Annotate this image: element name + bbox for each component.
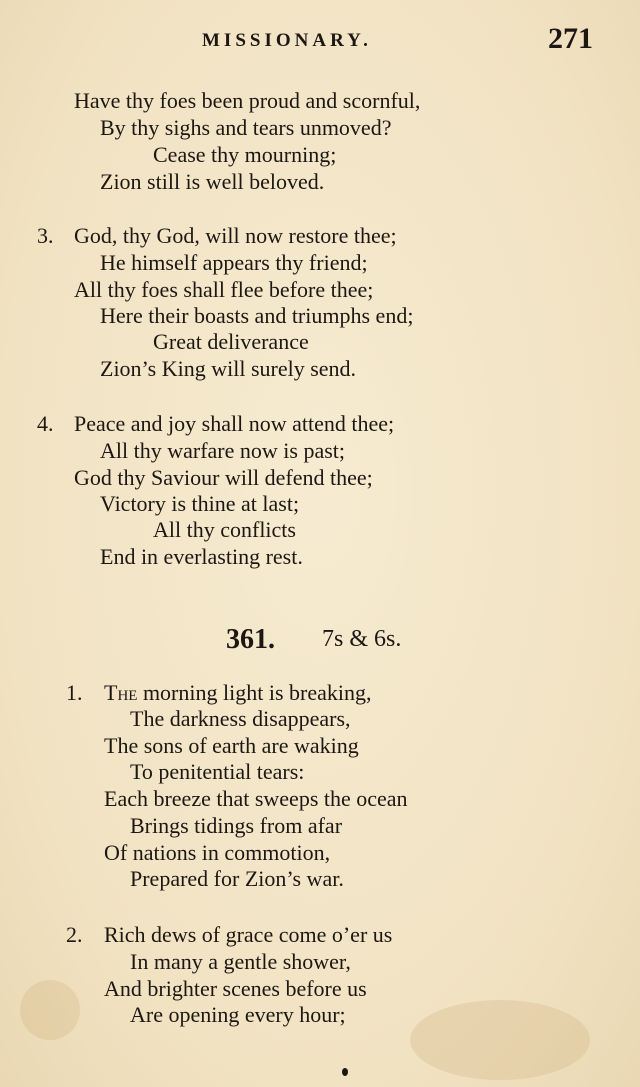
verse-line: Each breeze that sweeps the ocean [104, 786, 408, 811]
verse-line: Prepared for Zion’s war. [130, 866, 344, 891]
verse-line: End in everlasting rest. [100, 544, 303, 569]
stanza-number: 2. [66, 922, 83, 947]
hymn-meter: 7s & 6s. [322, 626, 402, 652]
hymn-number: 361. [226, 624, 275, 655]
stanza-number: 3. [37, 223, 54, 248]
verse-line: In many a gentle shower, [130, 949, 351, 974]
verse-line: Brings tidings from afar [130, 813, 343, 838]
verse-line: He himself appears thy friend; [100, 250, 368, 275]
verse-line: Cease thy mourning; [153, 142, 337, 167]
first-line-rest: morning light is breaking, [137, 680, 372, 705]
verse-line: Peace and joy shall now attend thee; [74, 411, 395, 436]
first-word: The [104, 680, 138, 705]
paper-stain [410, 1000, 590, 1080]
stanza-number: 4. [37, 411, 54, 436]
verse-line: God thy Saviour will defend thee; [74, 465, 373, 490]
verse-line: All thy conflicts [153, 517, 296, 542]
verse-line: Zion’s King will surely send. [100, 356, 357, 381]
verse-line: The sons of earth are waking [104, 733, 359, 758]
running-header: MISSIONARY. [202, 30, 372, 51]
ink-mark [342, 1068, 348, 1076]
verse-line: By thy sighs and tears unmoved? [100, 115, 392, 140]
verse-line-first [104, 680, 371, 706]
verse-line: The darkness disappears, [130, 706, 351, 731]
verse-line: Victory is thine at last; [100, 491, 300, 516]
paper-stain [20, 980, 80, 1040]
verse-line: To penitential tears: [130, 759, 305, 784]
verse-line: God, thy God, will now restore thee; [74, 223, 397, 248]
verse-line: Zion still is well beloved. [100, 169, 325, 194]
verse-line: And brighter scenes before us [104, 976, 367, 1001]
verse-line: All thy warfare now is past; [100, 438, 345, 463]
stanza-number: 1. [66, 680, 83, 705]
verse-line: Of nations in commotion, [104, 840, 331, 865]
verse-line: Rich dews of grace come o’er us [104, 922, 393, 947]
verse-line: Are opening every hour; [130, 1002, 346, 1027]
verse-line: All thy foes shall flee before thee; [74, 277, 374, 302]
verse-line: Have thy foes been proud and scornful, [74, 88, 421, 113]
page-number: 271 [548, 22, 593, 55]
verse-line: Great deliverance [153, 329, 309, 354]
verse-line: Here their boasts and triumphs end; [100, 303, 414, 328]
